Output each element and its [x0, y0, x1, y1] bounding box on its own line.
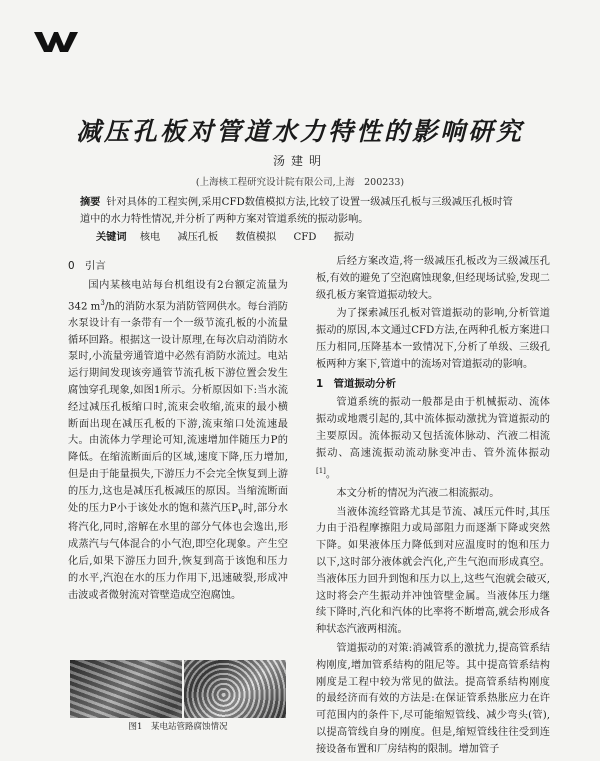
section-heading-vibration: 1 管道振动分析 [316, 377, 396, 390]
paper-title: 减压孔板对管道水力特性的影响研究 [75, 117, 524, 146]
paragraph: 当液体流经管路尤其是节流、减压元件时,其压力由于沿程摩擦阻力或局部阻力而逐渐下降或突然下降。如果液体压力降低到对应温度时的饱和压力以下,这时部分液体就会汽化,产生气泡而形成真空。当液体压力回升到饱和压力以上,这些气泡就会破灭,这时将会产生振动并冲蚀管壁金属。当液体压力继续下降时,汽化和汽体的比率将不断增高,就会形成各种状态汽液两相流。 [316, 506, 550, 636]
left-column [68, 258, 288, 606]
keyword: 振动 [333, 232, 355, 243]
keyword: 核电 [139, 232, 161, 243]
abstract [80, 194, 520, 228]
paragraph: 本文分析的情况为汽液二相流振动。 [336, 487, 500, 499]
journal-logo-icon [34, 30, 78, 52]
keyword: 数值模拟 [235, 232, 277, 243]
author-affiliation: (上海核工程研究设计院有限公司,上海 200233) [195, 177, 405, 188]
keyword: 减压孔板 [177, 232, 219, 243]
section-heading-intro: 0 引言 [68, 260, 106, 272]
keyword: CFD [293, 232, 317, 243]
keywords [96, 228, 516, 243]
keywords-label: 关键词 [96, 232, 127, 243]
author-name: 汤建明 [272, 154, 327, 168]
paragraph: 管道系统的振动一般都是由于机械振动、流体振动或地震引起的,其中流体振动激扰为管道振动的主要原因。流体振动又包括流体脉动、汽液二相流振动、高速流振动流动脉变冲击、管外流体振动[1]。 [316, 397, 550, 480]
right-column [316, 254, 550, 761]
paragraph: 后经方案改造,将一级减压孔板改为三级减压孔板,有效的避免了空泡腐蚀现象,但经现场试验,发现二级孔板方案管道振动较大。 [316, 256, 550, 301]
paragraph: 为了探索减压孔板对管道振动的影响,分析管道振动的原因,本文通过CFD方法,在两种孔板方案进口压力相同,压降基本一致情况下,分析了单级、三级孔板两种方案下,管道中的流场对管道振动的影响。 [316, 308, 550, 370]
intro-paragraph: 国内某核电站每台机组设有2台额定流量为342 $m^3/h$的消防水泵为消防管网供水。每台消防水泵设计有一条带有一个一级节流孔板的小流量循环回路。根据这一设计原理,在每次启动消防水泵时,小流量旁通管道中必然有消防水流过。电站运行期间发现该旁通管节流孔板下游位置会发生腐蚀穿孔现象,如图1所示。分析原因如下:当水流经过减压孔板缩口时,流束会收缩,流束的最小横断面出现在减压孔板的下游,流束缩口处流速最大。由流体力学理论可知,流速增加伴随压力P的降低。在缩流断面后的区域,速度下降,压力增加,但是由于能量损失,下游压力不会完全恢复到上游的压力,这也是减压孔板减压的原因。当缩流断面处的压力P小于该处水的饱和蒸汽压$P_v$时,部分水将汽化,同时,溶解在水里的部分气体也会逸出,形成蒸汽与气体混合的小气泡,即空化现象。产生空化后,如果下游压力回升,恢复到高于该饱和压力的水平,汽泡在水的压力作用下,迅速破裂,形成冲击波或者微射流对管壁造成空泡腐蚀。 [68, 279, 288, 601]
abstract-label: 摘要 [80, 197, 101, 208]
abstract-text: 针对具体的工程实例,采用CFD数值模拟方法,比较了设置一级减压孔板与三级减压孔板时管道中的水力特性情况,并分析了两种方案对管道系统的振动影响。 [80, 197, 513, 225]
paragraph: 管道振动的对策:消减管系的激扰力,提高管系结构刚度,增加管系结构的阻尼等。其中提高管系结构刚度是工程中较为常见的做法。提高管系结构刚度的最经济而有效的方法是:在保证管系热胀应力在许可范围内的条件下,尽可能缩短管线、减少弯头(管),以提高管线自身的刚度。但是,缩短管线往往受到连接设备布置和厂房结构的限制。增加管子 [316, 642, 550, 755]
corrosion-figure [70, 660, 286, 718]
figure-caption: 图1 某电站管路腐蚀情况 [128, 722, 228, 732]
